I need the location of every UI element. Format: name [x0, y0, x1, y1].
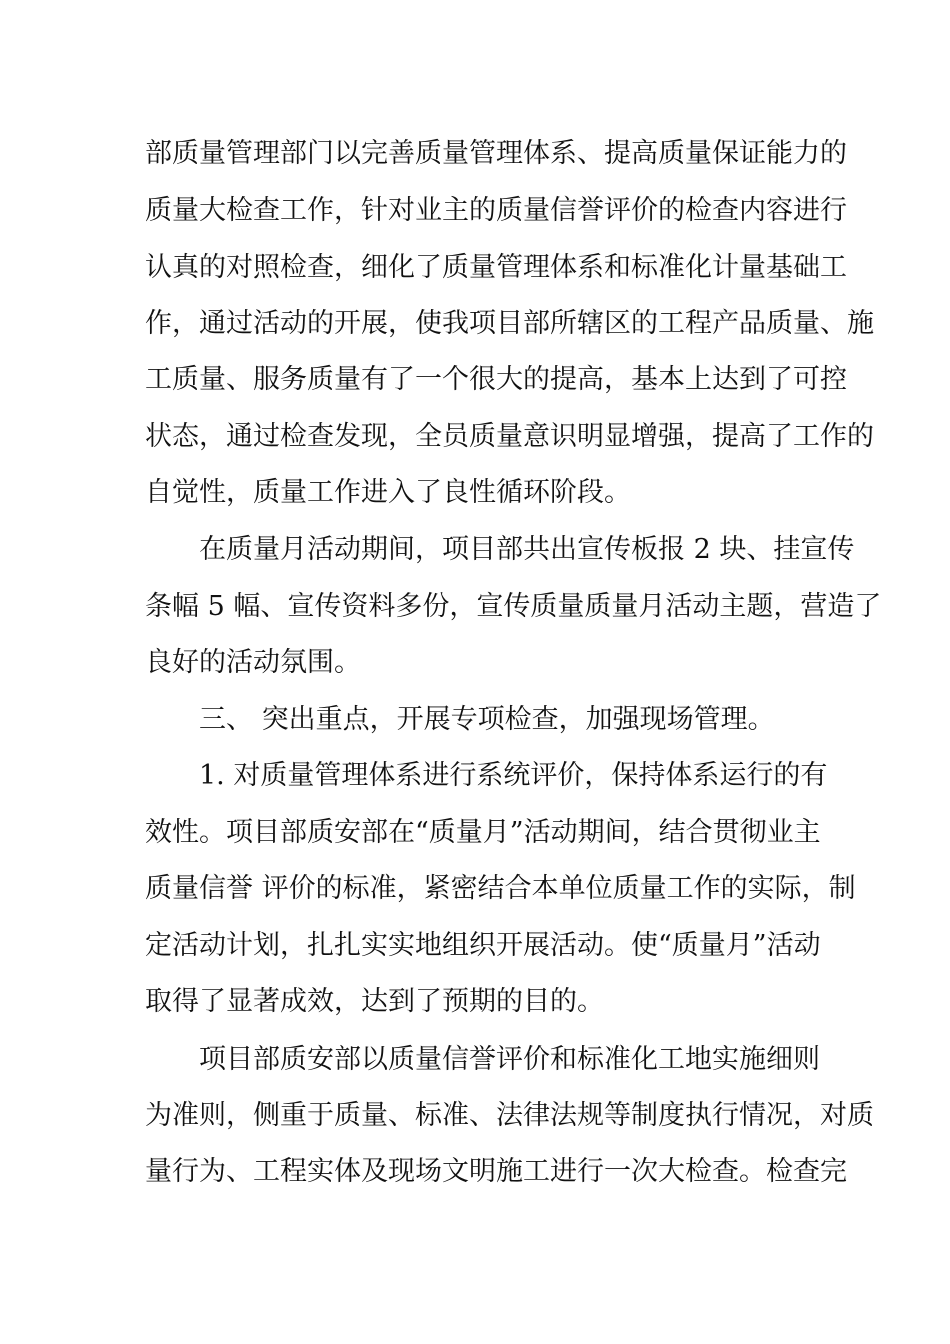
text-line: 取得了显著成效，达到了预期的目的。	[145, 986, 604, 1017]
text-line: 1. 对质量管理体系进行系统评价，保持体系运行的有	[199, 760, 828, 791]
text-line: 状态，通过检查发现，全员质量意识明显增强，提高了工作的	[145, 421, 874, 452]
text-line: 项目部质安部以质量信誉评价和标准化工地实施细则	[199, 1044, 820, 1075]
text-line: 作，通过活动的开展，使我项目部所辖区的工程产品质量、施	[145, 308, 874, 339]
text-line: 质量大检查工作，针对业主的质量信誉评价的检查内容进行	[145, 195, 847, 226]
text-line: 为准则，侧重于质量、标准、法律法规等制度执行情况，对质	[145, 1100, 874, 1131]
text-line: 工质量、服务质量有了一个很大的提高，基本上达到了可控	[145, 364, 847, 395]
text-line: 认真的对照检查，细化了质量管理体系和标准化计量基础工	[145, 252, 847, 283]
section-heading: 三、 突出重点，开展专项检查，加强现场管理。	[199, 704, 775, 735]
text-line: 定活动计划，扎扎实实地组织开展活动。使“质量月”活动	[145, 930, 821, 961]
text-line: 部质量管理部门以完善质量管理体系、提高质量保证能力的	[145, 138, 847, 169]
text-line: 自觉性，质量工作进入了良性循环阶段。	[145, 477, 631, 508]
text-line: 质量信誉 评价的标准，紧密结合本单位质量工作的实际，制	[145, 873, 856, 904]
text-line: 条幅 5 幅、宣传资料多份，宣传质量质量月活动主题，营造了	[145, 591, 882, 622]
text-line: 良好的活动氛围。	[145, 647, 361, 678]
text-line: 在质量月活动期间，项目部共出宣传板报 2 块、挂宣传	[199, 534, 855, 565]
text-line: 效性。项目部质安部在“质量月”活动期间，结合贯彻业主	[145, 817, 821, 848]
text-line: 量行为、工程实体及现场文明施工进行一次大检查。检查完	[145, 1156, 847, 1187]
